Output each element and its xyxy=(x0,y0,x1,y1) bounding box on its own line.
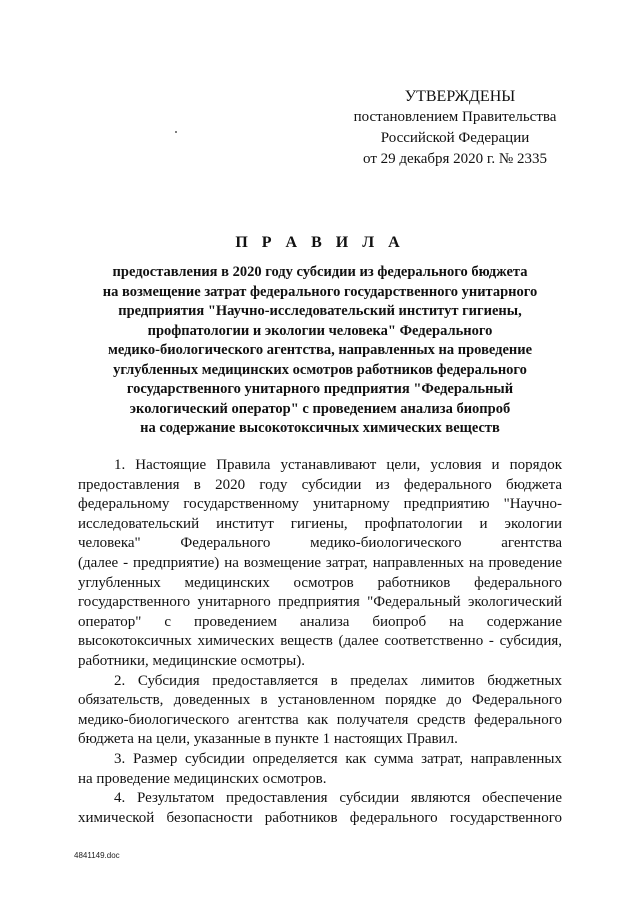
paragraph-1-line: (далее - предприятие) на возмещение затрат, направленных на проведение xyxy=(78,554,562,571)
approval-line-decree: постановлением Правительства xyxy=(353,109,557,125)
paragraph-4-line: 4. Результатом предоставления субсидии являются обеспечение xyxy=(114,790,562,807)
paragraph-1-line: федеральному государственному унитарному предприятию "Научно- xyxy=(78,496,562,513)
paragraph-2-line: 2. Субсидия предоставляется в пределах лимитов бюджетных xyxy=(114,672,562,689)
subtitle-line: на возмещение затрат федерального государственного унитарного xyxy=(102,283,538,300)
subtitle-line: экологический оператор" с проведением анализа биопроб xyxy=(129,400,511,417)
paragraph-1-line: высокотоксичных химических веществ (далее соответственно - субсидия, xyxy=(78,633,562,650)
document-body xyxy=(78,456,562,828)
paragraph-1-line: оператор" с проведением анализа биопроб на содержание xyxy=(78,613,562,630)
subtitle-line: медико-биологического агентства, направленных на проведение xyxy=(107,342,533,358)
approval-line-date: от 29 декабря 2020 г. № 2335 xyxy=(363,151,547,167)
paragraph-1-line: исследовательский институт гигиены, профпатологии и экологии xyxy=(78,515,562,532)
approval-line-federation: Российской Федерации xyxy=(380,130,530,146)
subtitle-line: на содержание высокотоксичных химических веществ xyxy=(140,420,500,436)
paragraph-1-line: 1. Настоящие Правила устанавливают цели, условия и порядок xyxy=(114,457,562,473)
subtitle-line: профпатологии и экологии человека" Федерального xyxy=(147,322,493,339)
document-subtitle xyxy=(70,263,570,439)
paragraph-3-line: на проведение медицинских осмотров. xyxy=(78,770,327,787)
paragraph-1-line: государственного унитарного предприятия "Федеральный экологический xyxy=(78,594,562,611)
paragraph-3-line: 3. Размер субсидии определяется как сумма затрат, направленных xyxy=(114,750,562,767)
subtitle-line: предприятия "Научно-исследовательский институт гигиены, xyxy=(118,303,522,319)
paragraph-2-line: обязательств, доведенных в установленном порядке до Федерального xyxy=(78,692,562,709)
paragraph-1-line: работники, медицинские осмотры). xyxy=(78,652,305,669)
scan-speck xyxy=(175,131,177,133)
paragraph-1-line: человека" Федерального медико-биологического агентства xyxy=(78,535,562,552)
document-title: П Р А В И Л А xyxy=(235,234,405,251)
paragraph-2-line: бюджета на цели, указанные в пункте 1 настоящих Правил. xyxy=(78,731,458,748)
subtitle-line: предоставления в 2020 году субсидии из федерального бюджета xyxy=(112,264,528,280)
approval-block xyxy=(330,86,580,170)
subtitle-line: государственного унитарного предприятия "Федеральный xyxy=(126,381,514,397)
paragraph-2-line: медико-биологического агентства как получателя средств федерального xyxy=(78,711,562,728)
paragraph-1-line: углубленных медицинских осмотров работников федерального xyxy=(78,574,562,591)
file-name-footer: 4841149.doc xyxy=(74,851,120,860)
approval-heading: УТВЕРЖДЕНЫ xyxy=(404,88,516,105)
paragraph-4-line: химической безопасности работников федерального государственного xyxy=(78,809,562,826)
subtitle-line: углубленных медицинских осмотров работников федерального xyxy=(113,361,527,378)
paragraph-1-line: предоставления в 2020 году субсидии из федерального бюджета xyxy=(78,476,562,493)
